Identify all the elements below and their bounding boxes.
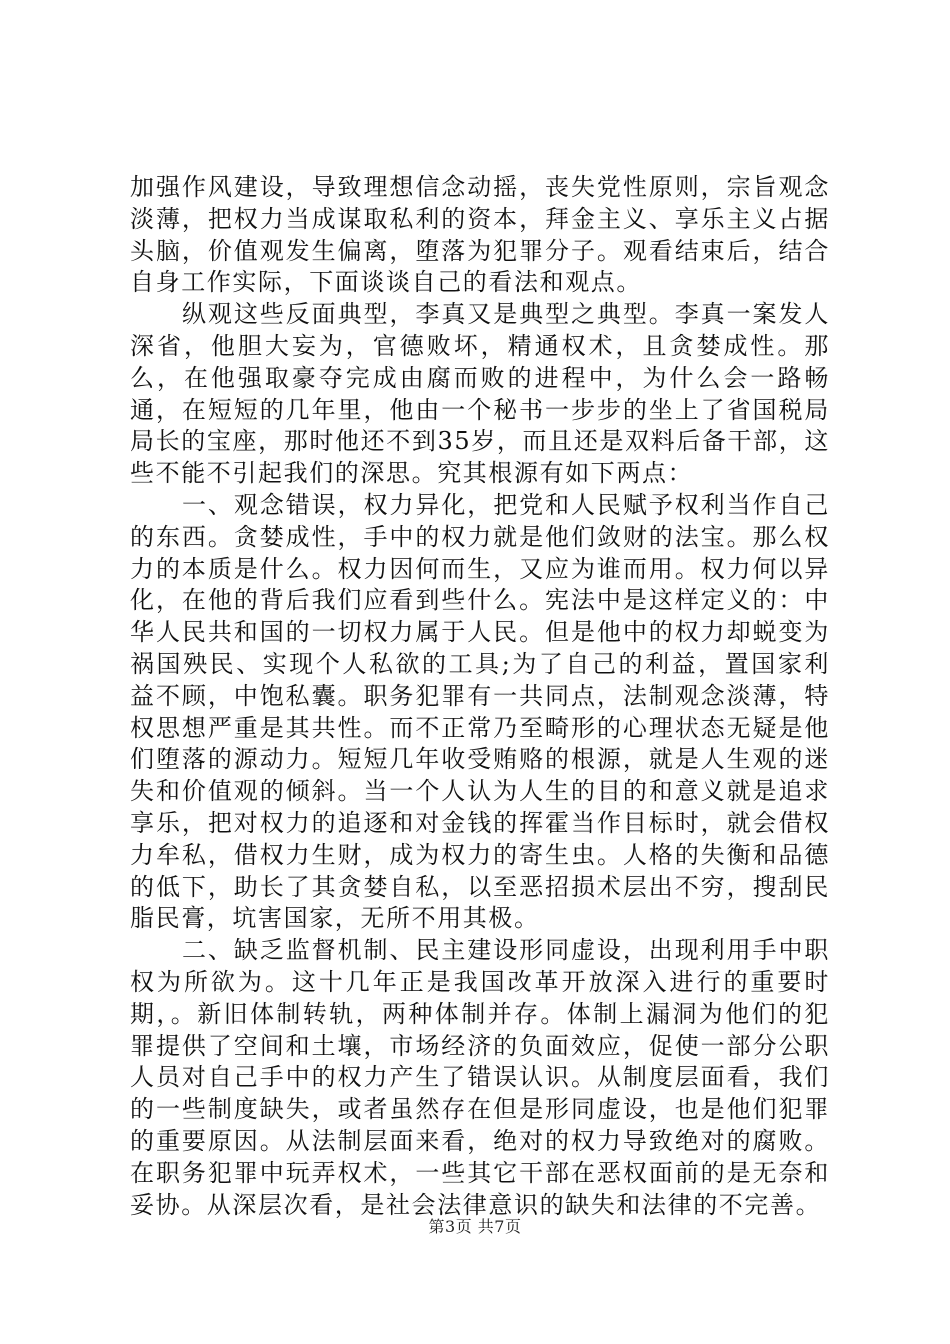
document-body	[130, 172, 830, 1221]
paragraph-point-one: 一、观念错误，权力异化，把党和人民赋予权利当作自己的东西。贪婪成性，手中的权力就是他们敛财的法宝。那么权力的本质是什么。权力因何而生，又应为谁而用。权力何以异化，在他的背后我们应看到些什么。宪法中是这样定义的：中华人民共和国的一切权力属于人民。但是他中的权力却蜕变为祸国殃民、实现个人私欲的工具;为了自己的利益，置国家利益不顾，中饱私囊。职务犯罪有一共同点，法制观念淡薄，特权思想严重是其共性。而不正常乃至畸形的心理状态无疑是他们堕落的源动力。短短几年收受贿赂的根源，就是人生观的迷失和价值观的倾斜。当一个人认为人生的目的和意义就是追求享乐，把对权力的追逐和对金钱的挥霍当作目标时，就会借权力牟私，借权力生财，成为权力的寄生虫。人格的失衡和品德的低下，助长了其贪婪自私，以至恶招损术层出不穷，搜刮民脂民膏，坑害国家，无所不用其极。	[130, 490, 830, 933]
page-number-footer: 第3页 共7页	[428, 1217, 522, 1236]
paragraph-li-zhen-case: 纵观这些反面典型，李真又是典型之典型。李真一案发人深省，他胆大妄为，官德败坏，精通权术，且贪婪成性。那么，在他强取豪夺完成由腐而败的进程中，为什么会一路畅通，在短短的几年里，他由一个秘书一步步的坐上了省国税局局长的宝座，那时他还不到35岁，而且还是双料后备干部，这些不能不引起我们的深思。究其根源有如下两点：	[130, 300, 830, 488]
paragraph-continuation: 加强作风建设，导致理想信念动摇，丧失党性原则，宗旨观念淡薄，把权力当成谋取私利的资本，拜金主义、享乐主义占据头脑，价值观发生偏离，堕落为犯罪分子。观看结束后，结合自身工作实际，下面谈谈自己的看法和观点。	[130, 173, 830, 297]
paragraph-point-two: 二、缺乏监督机制、民主建设形同虚设，出现利用手中职权为所欲为。这十几年正是我国改革开放深入进行的重要时期，。新旧体制转轨，两种体制并存。体制上漏洞为他们的犯罪提供了空间和土壤，市场经济的负面效应，促使一部分公职人员对自己手中的权力产生了错误认识。从制度层面看，我们的一些制度缺失，或者虽然存在但是形同虚设，也是他们犯罪的重要原因。从法制层面来看，绝对的权力导致绝对的腐败。在职务犯罪中玩弄权术，一些其它干部在恶权面前的是无奈和妥协。从深层次看，是社会法律意识的缺失和法律的不完善。	[130, 936, 830, 1219]
